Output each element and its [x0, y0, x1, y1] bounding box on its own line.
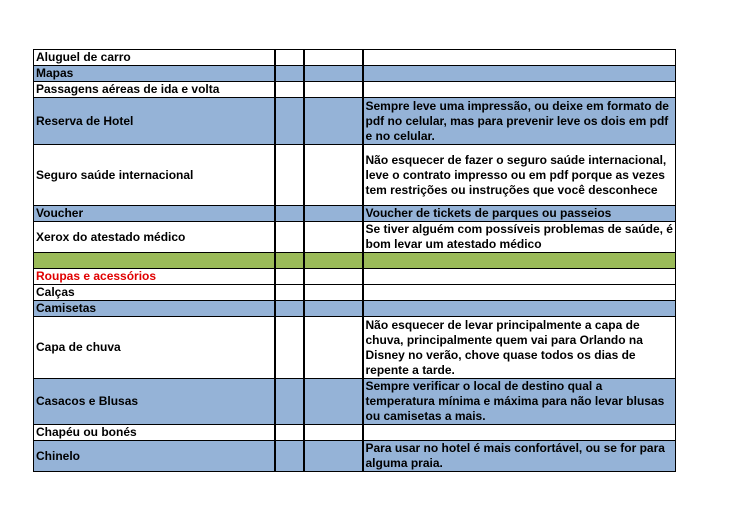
check-cell[interactable] [275, 145, 304, 206]
check-cell[interactable] [304, 425, 363, 441]
checklist-row [34, 379, 676, 425]
check-cell[interactable] [275, 269, 304, 285]
item-cell[interactable]: Casacos e Blusas [34, 379, 275, 425]
note-cell[interactable]: Sempre verificar o local de destino qual a temperatura mínima e máxima para não levar blusas ou camisetas a mais. [363, 379, 676, 425]
checklist-row [34, 441, 676, 472]
checklist-row [34, 425, 676, 441]
check-cell[interactable] [304, 206, 363, 222]
note-cell[interactable] [363, 66, 676, 82]
item-cell[interactable]: Chinelo [34, 441, 275, 472]
check-cell[interactable] [275, 379, 304, 425]
note-cell[interactable]: Para usar no hotel é mais confortável, ou se for para alguma praia. [363, 441, 676, 472]
checklist-row [34, 269, 676, 285]
item-cell[interactable]: Aluguel de carro [34, 50, 275, 66]
item-cell[interactable]: Reserva de Hotel [34, 98, 275, 145]
item-cell[interactable]: Mapas [34, 66, 275, 82]
checklist-table [33, 49, 676, 472]
check-cell[interactable] [304, 301, 363, 317]
checklist-row [34, 145, 676, 206]
check-cell[interactable] [275, 425, 304, 441]
check-cell[interactable] [304, 98, 363, 145]
checklist-row [34, 82, 676, 98]
note-cell[interactable]: Voucher de tickets de parques ou passeios [363, 206, 676, 222]
item-cell[interactable]: Calças [34, 285, 275, 301]
check-cell[interactable] [304, 82, 363, 98]
note-cell[interactable]: Não esquecer de levar principalmente a capa de chuva, principalmente quem vai para Orlando na Disney no verão, chove quase todos os dias de repente a tarde. [363, 317, 676, 379]
note-cell[interactable] [363, 285, 676, 301]
note-cell[interactable]: Se tiver alguém com possíveis problemas de saúde, é bom levar um atestado médico [363, 222, 676, 253]
note-cell[interactable] [363, 425, 676, 441]
check-cell[interactable] [304, 50, 363, 66]
note-cell[interactable] [363, 301, 676, 317]
item-cell[interactable]: Chapéu ou bonés [34, 425, 275, 441]
check-cell[interactable] [304, 253, 363, 269]
check-cell[interactable] [275, 98, 304, 145]
check-cell[interactable] [275, 285, 304, 301]
checklist-row [34, 301, 676, 317]
item-cell[interactable]: Capa de chuva [34, 317, 275, 379]
item-cell[interactable]: Passagens aéreas de ida e volta [34, 82, 275, 98]
check-cell[interactable] [275, 66, 304, 82]
note-cell[interactable] [363, 82, 676, 98]
check-cell[interactable] [275, 206, 304, 222]
note-cell[interactable] [363, 269, 676, 285]
check-cell[interactable] [275, 317, 304, 379]
check-cell[interactable] [275, 441, 304, 472]
check-cell[interactable] [304, 317, 363, 379]
checklist-row [34, 285, 676, 301]
note-cell[interactable]: Sempre leve uma impressão, ou deixe em formato de pdf no celular, mas para prevenir leve os dois em pdf e no celular. [363, 98, 676, 145]
checklist-row [34, 317, 676, 379]
checklist-row [34, 222, 676, 253]
checklist-row [34, 206, 676, 222]
checklist-row [34, 98, 676, 145]
item-cell[interactable]: Camisetas [34, 301, 275, 317]
item-cell[interactable] [34, 253, 275, 269]
item-cell[interactable]: Xerox do atestado médico [34, 222, 275, 253]
check-cell[interactable] [275, 222, 304, 253]
check-cell[interactable] [304, 145, 363, 206]
check-cell[interactable] [275, 301, 304, 317]
check-cell[interactable] [304, 285, 363, 301]
item-cell[interactable]: Voucher [34, 206, 275, 222]
check-cell[interactable] [304, 441, 363, 472]
checklist-body [34, 50, 676, 472]
note-cell[interactable]: Não esquecer de fazer o seguro saúde internacional, leve o contrato impresso ou em pdf porque as vezes tem restrições ou instruções que você desconhece [363, 145, 676, 206]
check-cell[interactable] [275, 253, 304, 269]
note-cell[interactable] [363, 253, 676, 269]
check-cell[interactable] [275, 82, 304, 98]
check-cell[interactable] [304, 379, 363, 425]
checklist-row [34, 253, 676, 269]
check-cell[interactable] [304, 222, 363, 253]
checklist-row [34, 66, 676, 82]
check-cell[interactable] [304, 269, 363, 285]
note-cell[interactable] [363, 50, 676, 66]
checklist-row [34, 50, 676, 66]
check-cell[interactable] [275, 50, 304, 66]
check-cell[interactable] [304, 66, 363, 82]
item-cell[interactable]: Seguro saúde internacional [34, 145, 275, 206]
item-cell[interactable]: Roupas e acessórios [34, 269, 275, 285]
